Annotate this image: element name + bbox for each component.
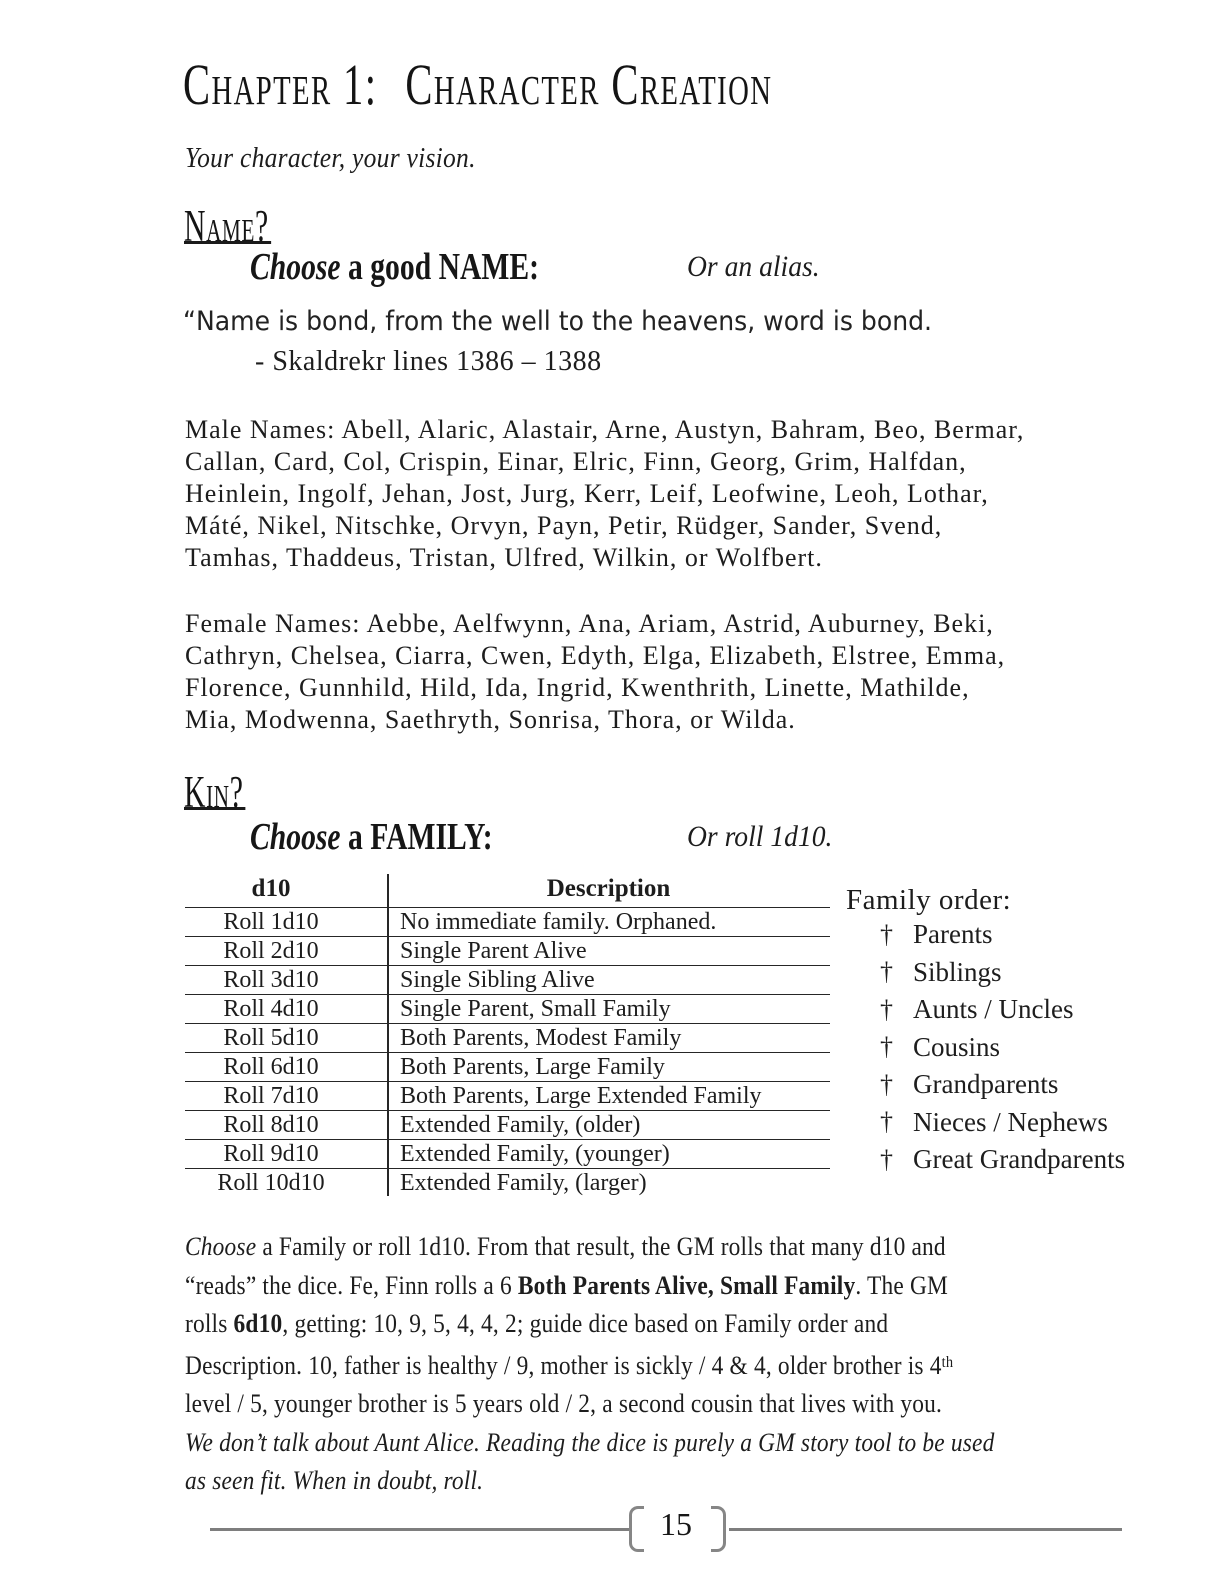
description-cell: No immediate family. Orphaned. — [400, 909, 717, 935]
family-order-list — [880, 916, 1125, 1179]
family-order-item — [880, 1104, 1125, 1142]
choose-name-rest: a good NAME: — [340, 246, 540, 288]
alias-note: Or an alias. — [687, 250, 820, 283]
explanation-line — [185, 1305, 994, 1344]
explanation-line: We don’t talk about Aunt Alice. Reading the dice is purely a GM story tool to be used — [185, 1427, 995, 1457]
dagger-bullet: † — [880, 1032, 893, 1062]
names-line: Callan, Card, Col, Crispin, Einar, Elric, Finn, Georg, Grim, Halfdan, — [185, 447, 967, 476]
description-cell: Both Parents, Large Family — [400, 1054, 665, 1080]
names-line: Mia, Modwenna, Saethryth, Sonrisa, Thora, or Wilda. — [185, 705, 796, 734]
roll-cell: Roll 2d10 — [223, 938, 319, 964]
names-line: Máté, Nikel, Nitschke, Orvyn, Payn, Petir, Rüdger, Sander, Svend, — [185, 511, 943, 540]
names-line: Female Names: Aebbe, Aelfwynn, Ana, Ariam, Astrid, Auburney, Beki, — [185, 609, 994, 638]
plain-text: . The GM — [855, 1270, 949, 1300]
dagger-bullet: † — [880, 1144, 893, 1174]
table-column-divider — [387, 874, 389, 1196]
description-cell: Extended Family, (older) — [400, 1112, 641, 1138]
family-order-label: Parents — [913, 919, 993, 950]
family-order-label: Grandparents — [913, 1069, 1059, 1100]
names-line: Florence, Gunnhild, Hild, Ida, Ingrid, Kwenthrith, Linette, Mathilde, — [185, 673, 970, 702]
family-order-heading: Family order: — [846, 884, 1012, 916]
explanation-line: level / 5, younger brother is 5 years old / 2, a second cousin that lives with you. — [185, 1389, 943, 1418]
dagger-bullet: † — [880, 994, 893, 1024]
female-names-paragraph — [185, 608, 1005, 736]
roll-cell: Roll 6d10 — [223, 1054, 319, 1080]
names-line: Tamhas, Thaddeus, Tristan, Ulfred, Wilkin, or Wolfbert. — [185, 543, 823, 572]
description-cell: Both Parents, Large Extended Family — [400, 1083, 762, 1109]
explanation-line — [185, 1344, 994, 1386]
names-line: Heinlein, Ingolf, Jehan, Jost, Jurg, Kerr, Leif, Leofwine, Leoh, Lothar, — [185, 479, 989, 508]
dagger-bullet: † — [880, 919, 893, 949]
superscript-text: th — [941, 1353, 954, 1371]
name-section-heading-wrap — [184, 201, 316, 251]
table-row — [185, 995, 830, 1024]
table-row — [185, 908, 830, 937]
family-order-item — [880, 916, 1125, 954]
description-cell: Single Parent Alive — [400, 938, 587, 964]
italic-text: Choose — [185, 1232, 257, 1261]
choose-family-line — [250, 818, 493, 856]
roll-cell: Roll 4d10 — [223, 996, 319, 1022]
description-cell: Single Sibling Alive — [400, 967, 595, 993]
page-number-bracket-right — [711, 1506, 726, 1552]
male-names-paragraph — [185, 414, 1024, 574]
roll-cell: Roll 9d10 — [223, 1141, 319, 1167]
table-row — [185, 966, 830, 995]
chapter-name: Character Creation — [405, 52, 773, 117]
description-cell: Single Parent, Small Family — [400, 996, 671, 1022]
plain-text: rolls — [185, 1309, 234, 1338]
family-order-item — [880, 1066, 1125, 1104]
name-quote: “Name is bond, from the well to the heavens, word is bond. — [183, 306, 933, 337]
chapter-label: Chapter 1: — [183, 52, 378, 117]
kin-heading: Kin? — [184, 767, 244, 817]
roll-cell: Roll 3d10 — [223, 967, 319, 993]
family-order-label: Siblings — [913, 956, 1002, 987]
plain-text: Description. 10, father is healthy / 9, mother is sickly / 4 & 4, older brother is 4 — [185, 1350, 942, 1380]
choose-word: Choose — [250, 246, 341, 288]
name-heading: Name? — [184, 201, 269, 251]
dagger-bullet: † — [880, 957, 893, 987]
table-row — [185, 937, 830, 966]
roll-cell: Roll 8d10 — [223, 1112, 319, 1138]
dagger-bullet: † — [880, 1107, 893, 1137]
table-row — [185, 1053, 830, 1082]
family-roll-table — [185, 872, 830, 1198]
explanation-line — [185, 1228, 994, 1267]
choose-word: Choose — [250, 816, 341, 858]
family-order-item — [880, 1029, 1125, 1067]
family-roll-explanation — [185, 1228, 994, 1501]
chapter-title — [183, 52, 773, 117]
family-order-label: Great Grandparents — [913, 1144, 1126, 1175]
roll-cell: Roll 10d10 — [217, 1170, 325, 1196]
plain-text: , getting: 10, 9, 5, 4, 4, 2; guide dice based on Family order and — [282, 1309, 889, 1338]
description-cell: Extended Family, (younger) — [400, 1141, 670, 1167]
column-header-description: Description — [546, 875, 671, 902]
family-order-item — [880, 991, 1125, 1029]
column-header-d10: d10 — [251, 875, 291, 902]
explanation-line: as seen fit. When in doubt, roll. — [185, 1466, 484, 1495]
footer-rule-right — [729, 1528, 1122, 1531]
family-order-label: Nieces / Nephews — [913, 1106, 1108, 1137]
names-line: Cathryn, Chelsea, Ciarra, Cwen, Edyth, Elga, Elizabeth, Elstree, Emma, — [185, 641, 1006, 670]
table-row — [185, 1169, 830, 1198]
family-order-item — [880, 1141, 1125, 1179]
quote-attribution: - Skaldrekr lines 1386 – 1388 — [255, 346, 602, 377]
description-cell: Extended Family, (larger) — [400, 1170, 647, 1196]
tagline: Your character, your vision. — [185, 142, 476, 174]
plain-text: “reads” the dice. Fe, Finn rolls a 6 — [185, 1270, 518, 1300]
family-order-label: Cousins — [913, 1031, 1001, 1062]
table-row — [185, 1024, 830, 1053]
names-line: Male Names: Abell, Alaric, Alastair, Arne, Austyn, Bahram, Beo, Bermar, — [185, 415, 1025, 444]
kin-section-heading-wrap — [184, 767, 277, 817]
table-row — [185, 1082, 830, 1111]
bold-text: Both Parents Alive, Small Family — [517, 1270, 856, 1300]
plain-text: a Family or roll 1d10. From that result, the GM rolls that many d10 and — [256, 1232, 946, 1261]
explanation-line — [185, 1267, 994, 1306]
table-header-row — [185, 872, 830, 908]
table-row — [185, 1140, 830, 1169]
page-number-bracket-left — [629, 1506, 644, 1552]
family-order-item — [880, 954, 1125, 992]
table-row — [185, 1111, 830, 1140]
roll-cell: Roll 7d10 — [223, 1083, 319, 1109]
roll-cell: Roll 5d10 — [223, 1025, 319, 1051]
choose-family-rest: a FAMILY: — [340, 816, 493, 858]
roll-cell: Roll 1d10 — [223, 909, 319, 935]
description-cell: Both Parents, Modest Family — [400, 1025, 682, 1051]
roll-note: Or roll 1d10. — [687, 820, 833, 853]
family-order-label: Aunts / Uncles — [913, 994, 1074, 1025]
footer-rule-left — [210, 1528, 629, 1531]
page-number: 15 — [660, 1506, 692, 1542]
dagger-bullet: † — [880, 1069, 893, 1099]
choose-name-line — [250, 248, 539, 286]
bold-text: 6d10 — [233, 1309, 283, 1338]
